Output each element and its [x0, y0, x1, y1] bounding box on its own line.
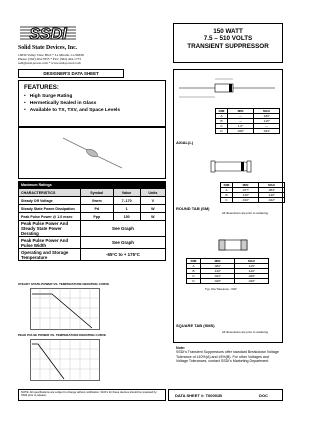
feature-item: • High Surge Rating — [24, 93, 160, 100]
char-cell: Operating and Storage Temperature — [19, 249, 81, 261]
title-line-watt: 150 WATT — [213, 28, 243, 35]
square-tolerance-note: Typ. Dia Tolerance: .002" — [205, 287, 238, 291]
dim-cell: B — [187, 269, 201, 274]
col-symbol: Symbol — [81, 189, 114, 197]
max-cell: .140" — [235, 269, 269, 274]
square-tab-diode-icon — [215, 235, 255, 255]
char-cell: Peak Pulse Power And Pulse Width — [19, 237, 81, 249]
footer-disclaimer: NOTE: All specifications are subject to change without notification. SCD's for these devices should be reviewed by SSDI prior to release. — [18, 389, 166, 401]
min-cell: .080" — [201, 264, 235, 269]
char-cell: Peak Pulse Power @ 1.0 msec — [19, 213, 81, 221]
table-row — [221, 198, 285, 203]
address-line: 14830 Valley View Blvd * La Mirada, Ca 90638 — [18, 53, 84, 57]
dim-cell: C — [221, 198, 233, 203]
feature-item: • Hermetically Sealed in Glass — [24, 100, 160, 107]
col-units: Units — [140, 189, 165, 197]
min-cell: .028" — [201, 279, 235, 284]
min-cell: .010" — [233, 198, 259, 203]
table-row — [187, 279, 269, 284]
min-head: MIN — [228, 109, 254, 114]
col-value: Value — [113, 189, 140, 197]
dim-cell: C — [216, 124, 228, 129]
max-cell: .140" — [259, 193, 285, 198]
value-cell: 150 — [113, 213, 140, 221]
features-section — [18, 80, 166, 127]
dim-cell: D — [216, 129, 228, 134]
min-cell: .077" — [233, 188, 259, 193]
value-cell: -65°C to + 175°C — [81, 249, 166, 261]
axial-drawing — [175, 73, 281, 108]
min-cell: --- — [228, 114, 254, 119]
axial-diode-icon — [175, 73, 281, 103]
axial-dim-table — [215, 108, 280, 134]
max-cell: --- — [254, 124, 280, 129]
title-line-type: TRANSIENT SUPPRESSOR — [187, 42, 269, 50]
round-tab-drawing — [205, 155, 265, 182]
round-tab-label: ROUND TAB (SM) — [176, 206, 210, 211]
max-cell: .048" — [235, 279, 269, 284]
note-text: SSDI's Transient Suppressors offer standard Breakdown Voltage Tolerance of ±10%(A) and ±5%(B). For other Voltages and Voltage Tolerances, contact SSDI's Marketing Department. — [176, 350, 279, 363]
dim-cell: B — [221, 193, 233, 198]
dim-cell: B — [216, 119, 228, 124]
col-characteristics: CHARACTERISTICS — [19, 189, 81, 197]
voltage-tolerance-note — [173, 344, 283, 386]
dim-head: DIM — [221, 183, 233, 188]
min-cell: .120" — [201, 269, 235, 274]
square-dims-note: All dimensions are prior to soldering — [222, 330, 268, 334]
value-cell: See Graph — [81, 221, 166, 237]
min-cell: .130" — [233, 193, 259, 198]
doc-label: DOC — [259, 393, 268, 398]
note-heading: Note: — [176, 346, 186, 350]
char-cell: Peak Pulse Power And Steady State Power Derating — [19, 221, 81, 237]
features-heading: FEATURES: — [24, 84, 59, 91]
derating-curve-icon — [30, 288, 100, 330]
diode-photo-icon — [19, 128, 165, 178]
max-cell: .083" — [259, 188, 285, 193]
value-cell: 7–170 — [113, 197, 140, 205]
designers-data-sheet-label: DESIGNER'S DATA SHEET — [18, 69, 124, 78]
curve1-title: STEADY STATE POWER VS. TEMPERATURE DERATING CURVE — [18, 282, 110, 286]
min-cell: .028" — [228, 129, 254, 134]
dim-cell: A — [216, 114, 228, 119]
max-head: MAX — [254, 109, 280, 114]
table-row — [19, 213, 166, 221]
table-row — [19, 197, 166, 205]
max-head: MAX — [259, 183, 285, 188]
max-cell: .180" — [254, 114, 280, 119]
address-line: ssdi@ssdi-power.com * www.ssdi-power.com — [18, 61, 81, 66]
max-cell: .028" — [235, 274, 269, 279]
square-tab-drawing — [215, 235, 255, 260]
table-row — [19, 205, 166, 213]
round-tab-diode-icon — [205, 155, 265, 177]
footer-sheet — [168, 389, 283, 401]
min-head: MIN — [201, 259, 235, 264]
units-cell: V — [140, 197, 165, 205]
curve2-graph — [30, 339, 100, 386]
device-image — [18, 127, 166, 179]
units-cell: W — [140, 213, 165, 221]
max-cell: .115" — [235, 264, 269, 269]
product-title — [173, 23, 283, 63]
ssdi-logo-icon — [18, 24, 78, 44]
dim-head: DIM — [216, 109, 228, 114]
dim-head: DIM — [187, 259, 201, 264]
derating-curve-icon — [30, 339, 100, 381]
square-dim-table — [186, 258, 269, 284]
symbol-cell: Ppp — [81, 213, 114, 221]
max-cell: .022" — [259, 198, 285, 203]
table-row — [19, 221, 166, 237]
round-dims-note: All dimensions are prior to soldering — [222, 211, 268, 215]
table-row — [19, 249, 166, 261]
data-sheet-number: DATA SHEET #: T00001B — [175, 393, 223, 398]
max-cell: .115" — [254, 119, 280, 124]
curve1-graph — [30, 288, 100, 335]
ratings-heading: Maximum Ratings — [19, 182, 166, 189]
maximum-ratings — [18, 181, 166, 261]
max-head: MAX — [235, 259, 269, 264]
table-row — [216, 129, 280, 134]
company-name: Solid State Devices, Inc. — [18, 45, 78, 51]
dim-cell: C — [187, 274, 201, 279]
min-cell: 1.0" — [228, 124, 254, 129]
min-cell: .022" — [201, 274, 235, 279]
dim-cell: A — [187, 264, 201, 269]
symbol-cell: Vwrm — [81, 197, 114, 205]
table-row — [19, 237, 166, 249]
company-logo — [18, 24, 78, 44]
company-address — [18, 53, 128, 65]
axial-label: AXIAL(L) — [176, 140, 194, 145]
min-cell: --- — [228, 119, 254, 124]
address-line: Phone: (562) 404-7855 * Fax: (562) 404-1773 — [18, 57, 81, 62]
min-head: MIN — [233, 183, 259, 188]
square-tab-label: SQUARE TAB (SMS) — [176, 323, 215, 328]
svg-text:SSDI: SSDI — [29, 26, 67, 43]
round-dim-table — [220, 182, 285, 203]
dim-cell: A — [221, 188, 233, 193]
dim-cell: D — [187, 279, 201, 284]
value-cell: 1 — [113, 205, 140, 213]
title-line-volts: 7.5 – 510 VOLTS — [203, 35, 253, 43]
char-cell: Steady Off Voltage — [19, 197, 81, 205]
units-cell: W — [140, 205, 165, 213]
symbol-cell: Pd — [81, 205, 114, 213]
curve2-title: PEAK PULSE POWER VS. TEMPERATURE DERATING CURVE — [18, 333, 107, 337]
max-cell: .034" — [254, 129, 280, 134]
feature-item: • Available to TX, TXV, and Space Levels — [24, 107, 160, 114]
value-cell: See Graph — [81, 237, 166, 249]
char-cell: Steady State Power Dissipation — [19, 205, 81, 213]
